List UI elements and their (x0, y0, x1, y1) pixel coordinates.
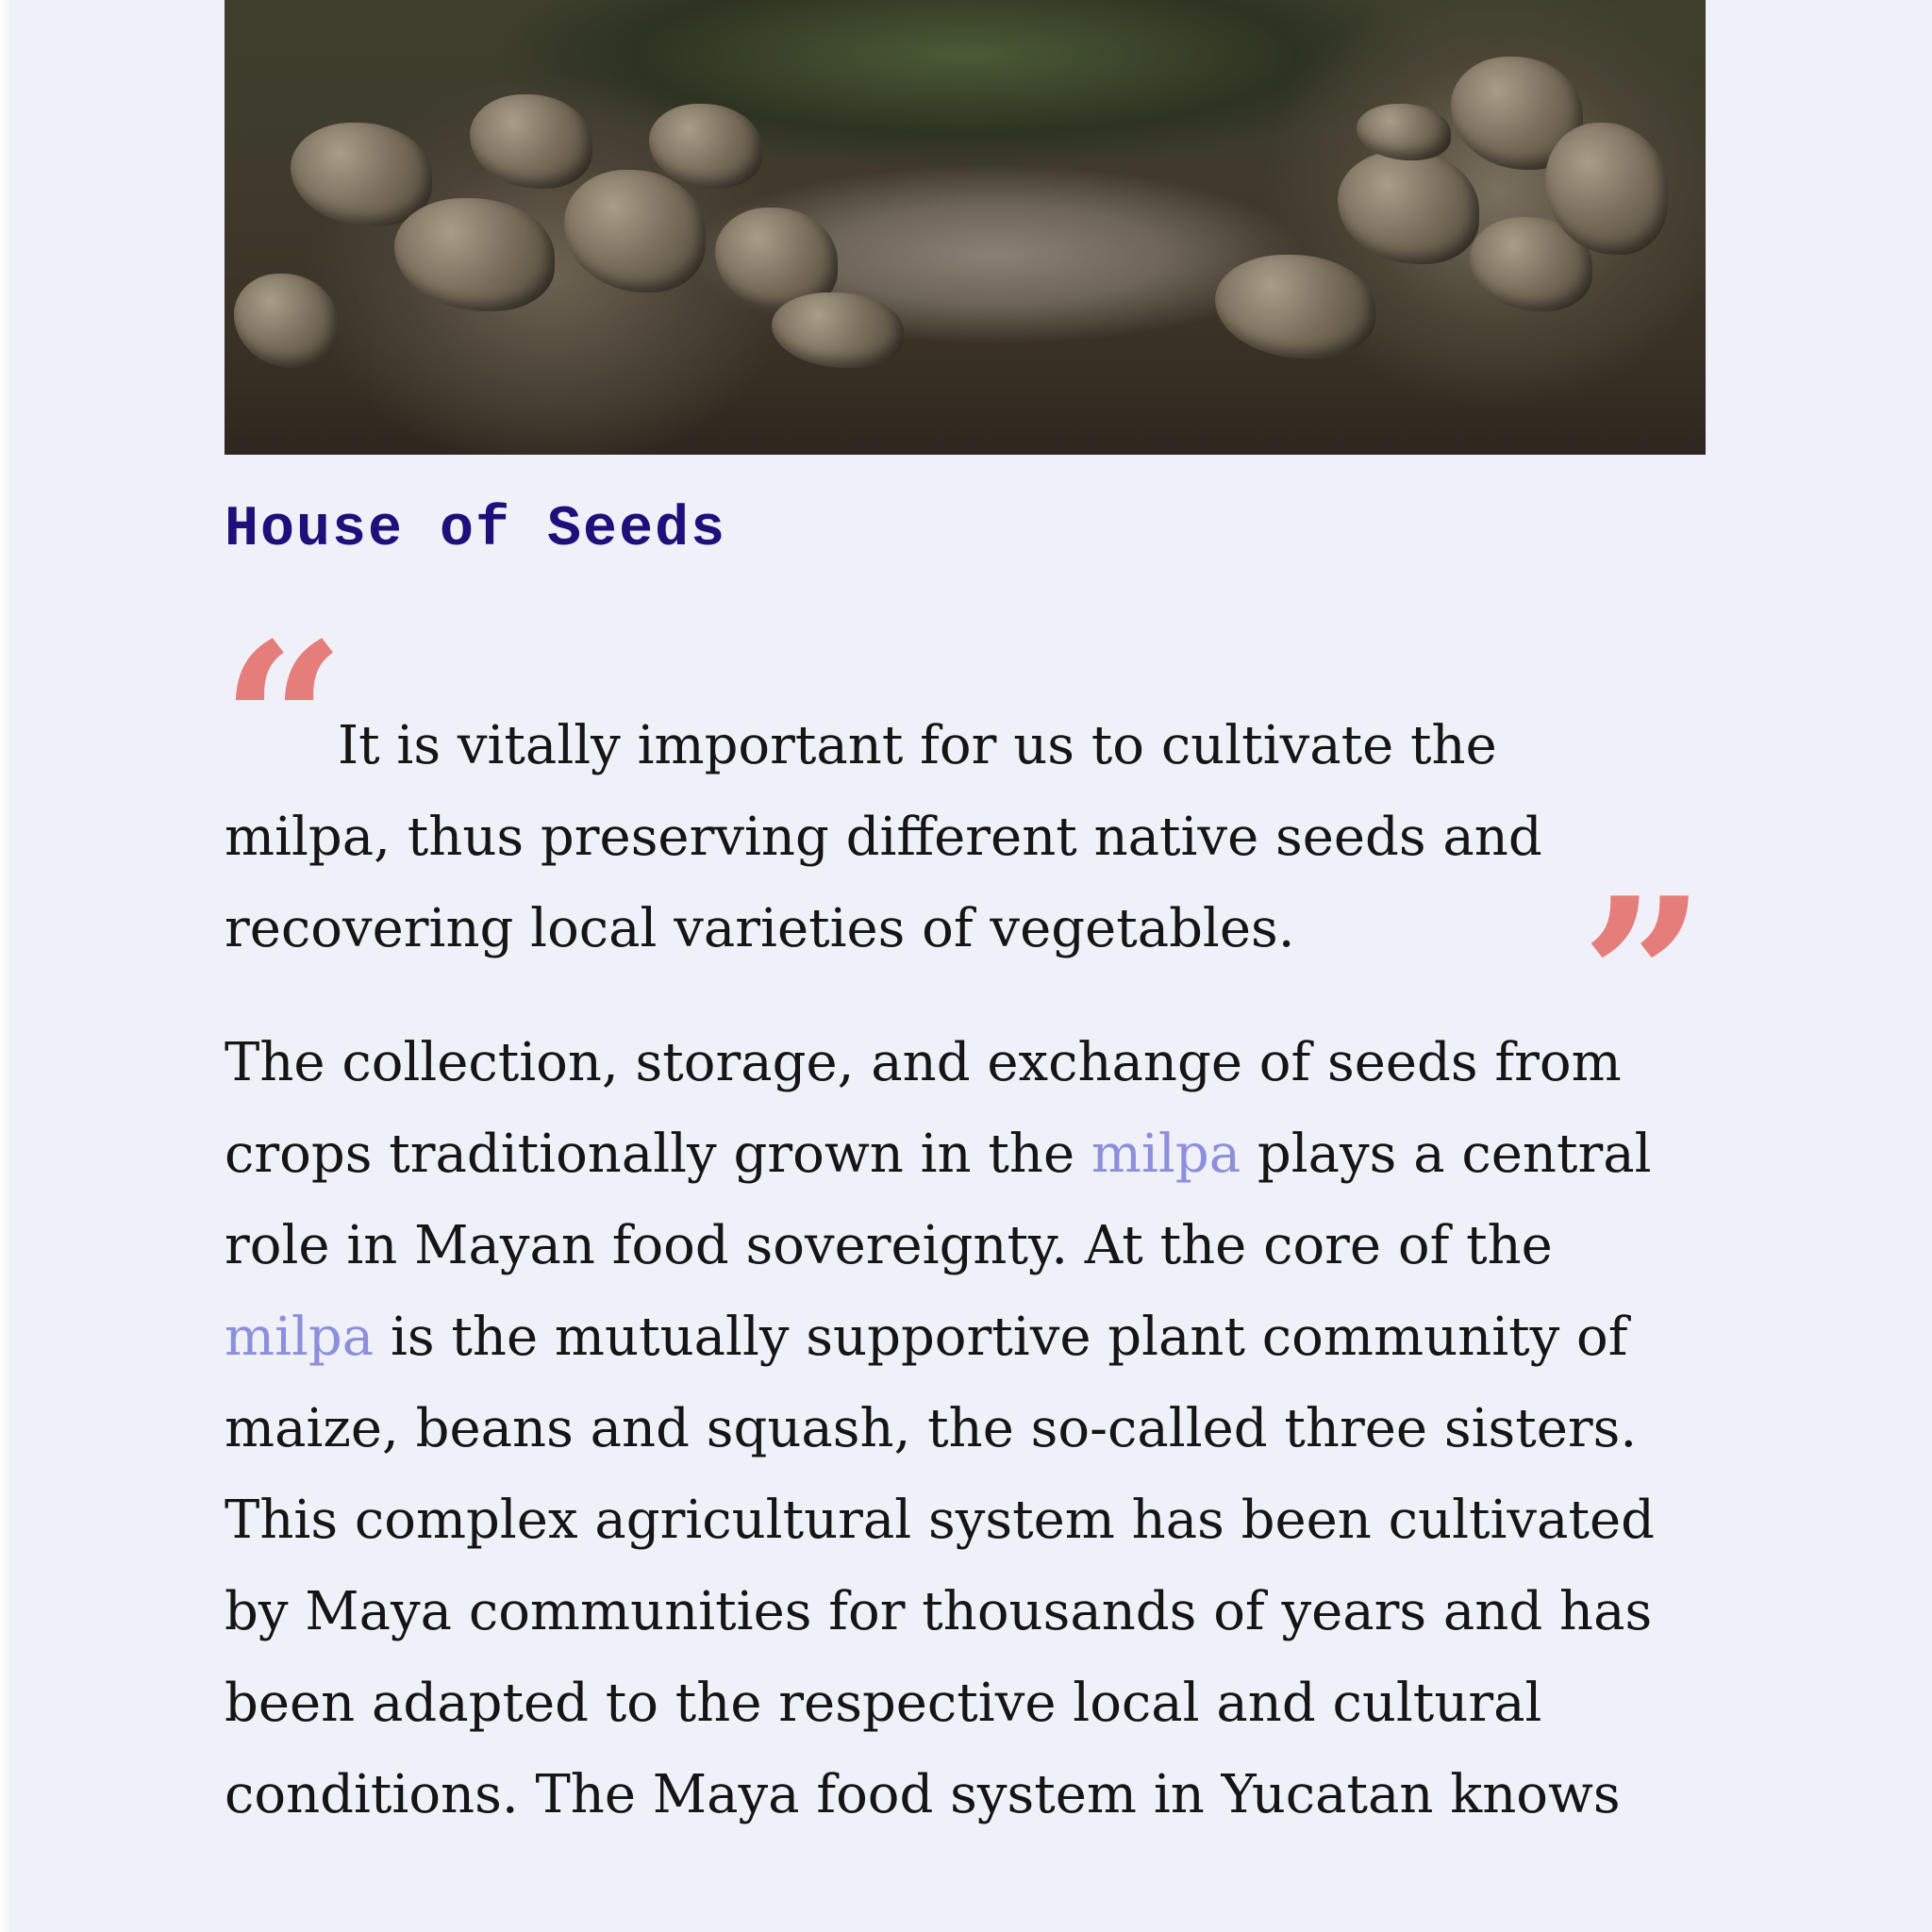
stone (1357, 104, 1451, 160)
open-quote-icon: “ (221, 596, 346, 851)
stone (772, 292, 904, 368)
body-text-segment: is the mutually supportive plant community of maize, beans and squash, the so-called three sisters. This complex agricultural system has been cultivated by Maya communities for thousands of years and has been adapted to the respective local and cultural conditions. The Maya food system in Yucatan knows (225, 1307, 1655, 1825)
body-paragraph (225, 1017, 1706, 1840)
milpa-link[interactable]: milpa (225, 1307, 375, 1368)
article-content (221, 0, 1706, 1893)
body-text-segment: plays a central role in Mayan food sovereignty. At the core of the (225, 1124, 1652, 1276)
stone (564, 170, 706, 292)
body-text-segment: The collection, storage, and exchange of seeds from crops traditionally grown in the (225, 1032, 1622, 1185)
stone (1215, 255, 1375, 358)
stone (291, 123, 432, 226)
section-title: House of Seeds (225, 498, 727, 562)
stone (1338, 151, 1479, 264)
pull-quote (221, 596, 1706, 1106)
hero-image (225, 0, 1706, 455)
stone (234, 274, 338, 368)
stone (649, 104, 762, 189)
stone (470, 94, 592, 189)
quote-text: It is vitally important for us to cultivate the milpa, thus preserving different native seeds and recovering local varieties of vegetables. (225, 715, 1542, 959)
stone (394, 198, 555, 311)
close-quote-icon: ” (1580, 851, 1706, 1106)
milpa-link[interactable]: milpa (1091, 1124, 1241, 1185)
page-edge (0, 0, 9, 1932)
